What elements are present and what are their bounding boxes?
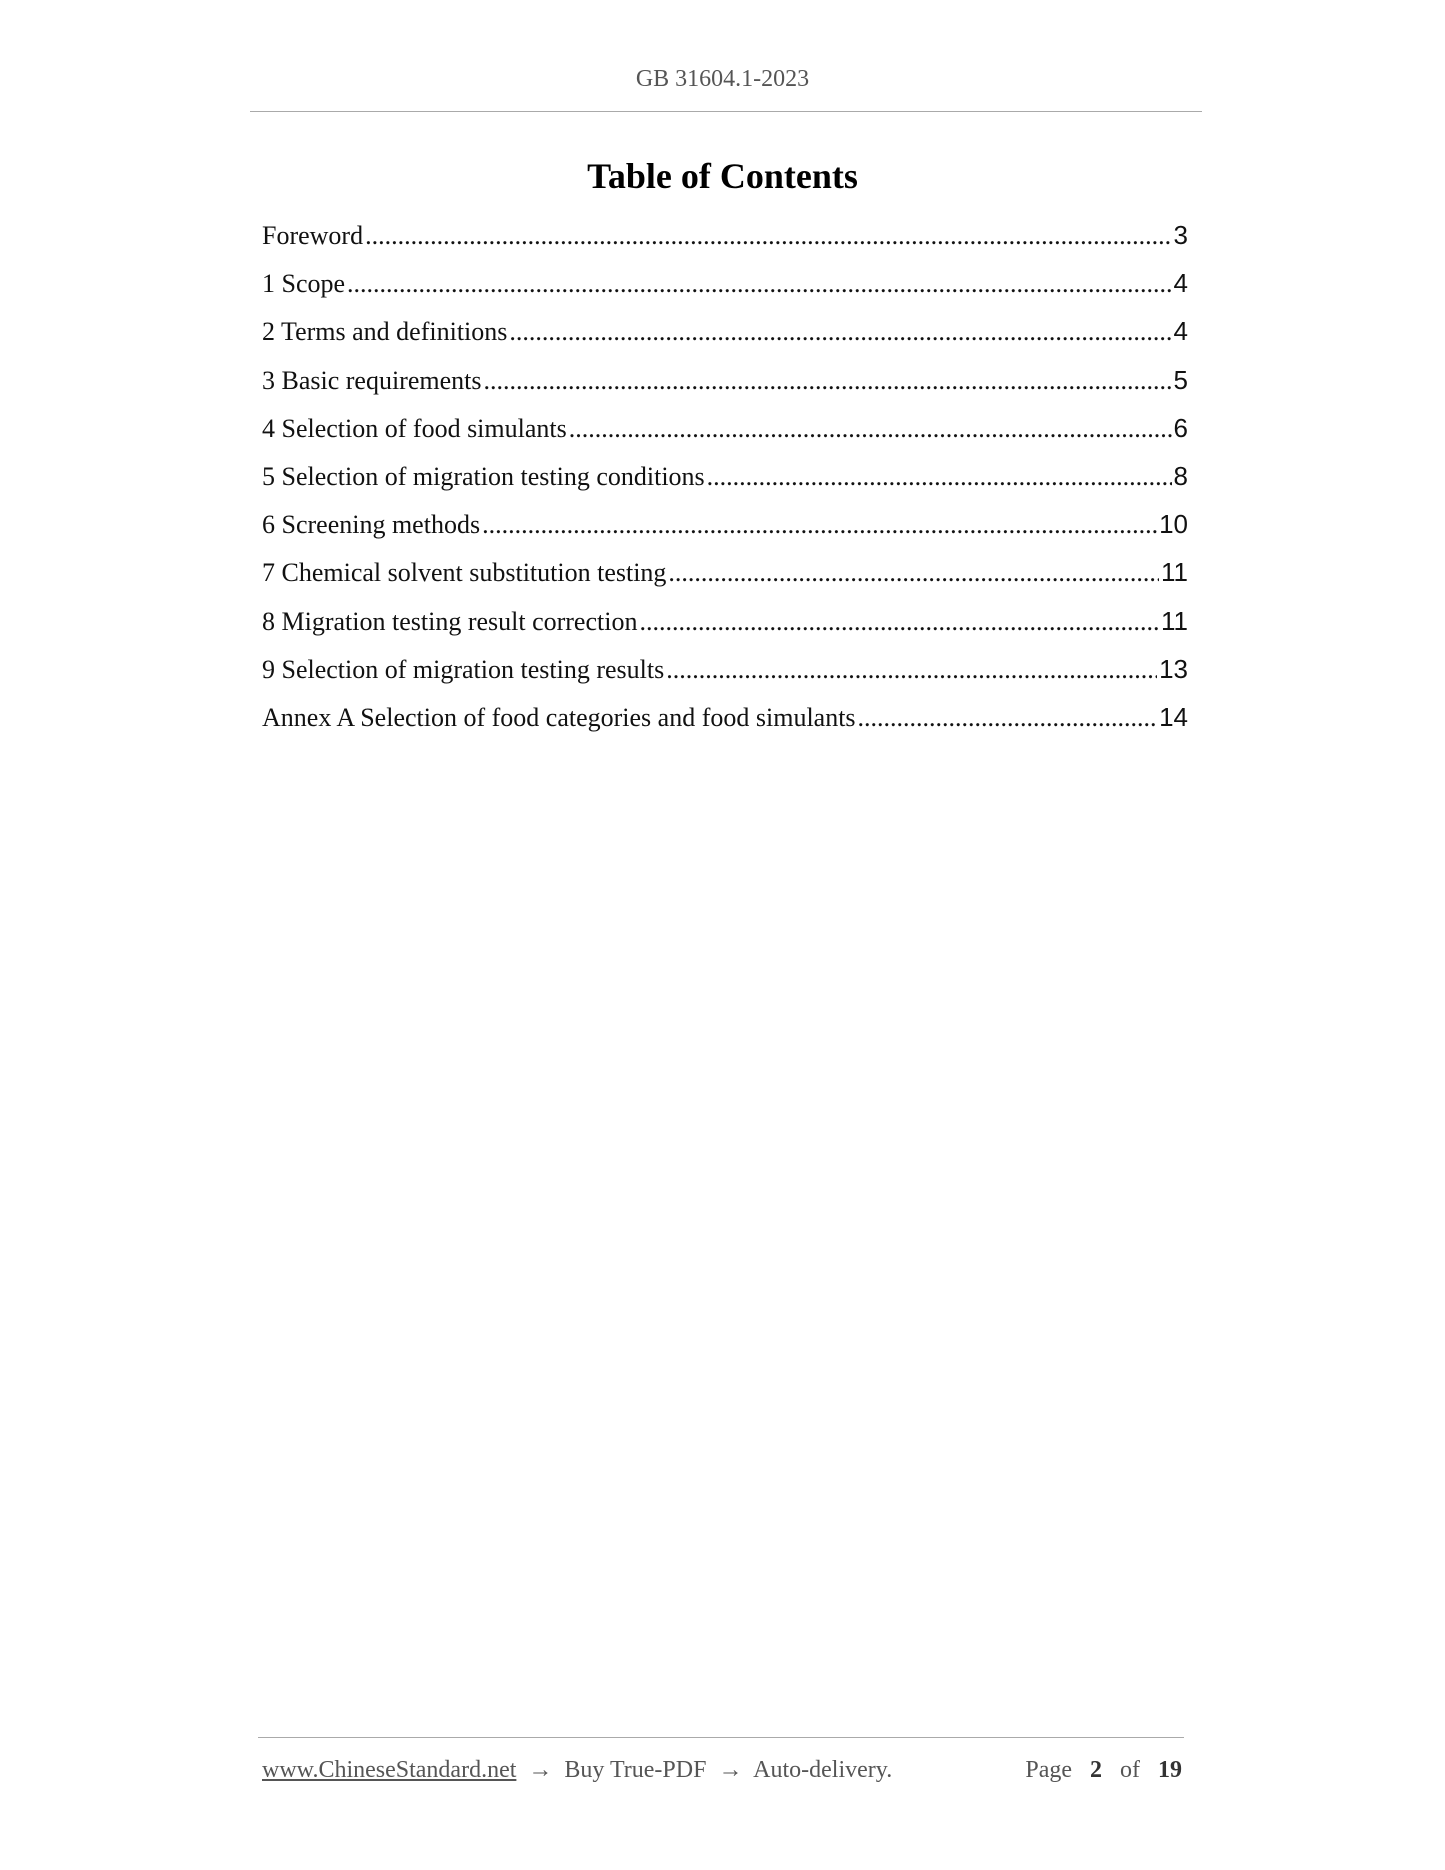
toc-page-number: 5: [1173, 364, 1188, 395]
toc-dot-leader: [569, 414, 1172, 444]
toc-page-number: 10: [1159, 509, 1188, 540]
toc-dot-leader: [707, 462, 1172, 492]
toc-entry-title: 1 Scope: [262, 269, 346, 299]
toc-page-number: 13: [1159, 653, 1188, 684]
website-link[interactable]: www.ChineseStandard.net: [262, 1757, 517, 1783]
toc-dot-leader: [347, 269, 1171, 299]
toc-dot-leader: [666, 655, 1157, 685]
toc-entry-screening-methods[interactable]: [262, 509, 1188, 557]
toc-dot-leader: [484, 366, 1172, 396]
toc-entry-foreword[interactable]: [262, 220, 1188, 268]
toc-page-number: 11: [1161, 605, 1188, 636]
toc-list: [262, 220, 1188, 750]
toc-entry-basic-requirements[interactable]: [262, 365, 1188, 413]
toc-dot-leader: [365, 221, 1171, 251]
toc-page-number: 14: [1159, 701, 1188, 732]
toc-entry-migration-testing-conditions[interactable]: [262, 461, 1188, 509]
page-label: Page: [1025, 1757, 1072, 1783]
toc-entry-title: Annex A Selection of food categories and food simulants: [262, 702, 856, 732]
toc-entry-selection-of-results[interactable]: [262, 654, 1188, 702]
document-id-header: GB 31604.1-2023: [635, 66, 810, 92]
delivery-text: Auto-delivery.: [753, 1757, 893, 1783]
toc-page-number: 6: [1173, 412, 1188, 443]
toc-page-number: 4: [1173, 268, 1188, 299]
toc-entry-title: 8 Migration testing result correction: [262, 606, 638, 636]
toc-entry-terms-and-definitions[interactable]: [262, 316, 1188, 364]
toc-page-number: 8: [1173, 460, 1188, 491]
toc-entry-title: 5 Selection of migration testing conditions: [262, 461, 705, 491]
toc-entry-scope[interactable]: [262, 268, 1188, 316]
toc-entry-title: Foreword: [262, 221, 364, 250]
toc-entry-annex-a[interactable]: [262, 702, 1188, 750]
toc-entry-food-simulants[interactable]: [262, 413, 1188, 461]
toc-entry-chemical-solvent-substitution[interactable]: [262, 557, 1188, 605]
buy-text: Buy True-PDF: [564, 1757, 707, 1783]
page-footer: [262, 1757, 1182, 1784]
toc-page-number: 4: [1173, 316, 1188, 347]
toc-entry-title: 6 Screening methods: [262, 510, 481, 540]
of-label: of: [1120, 1757, 1140, 1783]
footer-promo: [262, 1757, 892, 1784]
toc-title: Table of Contents: [587, 156, 858, 196]
current-page-number: 2: [1090, 1757, 1102, 1783]
toc-dot-leader: [639, 607, 1159, 637]
toc-entry-title: 2 Terms and definitions: [262, 317, 508, 347]
total-pages-number: 19: [1158, 1757, 1182, 1783]
toc-entry-title: 9 Selection of migration testing results: [262, 654, 665, 684]
toc-entry-title: 4 Selection of food simulants: [262, 413, 567, 443]
page-counter: [1025, 1757, 1182, 1784]
toc-page-number: 11: [1161, 557, 1188, 588]
arrow-right-icon: →: [528, 1757, 553, 1783]
toc-page-number: 3: [1173, 220, 1188, 250]
toc-dot-leader: [668, 558, 1159, 588]
toc-entry-title: 3 Basic requirements: [262, 365, 482, 395]
toc-entry-title: 7 Chemical solvent substitution testing: [262, 558, 667, 588]
header-divider: [250, 111, 1202, 112]
footer-divider: [258, 1737, 1184, 1738]
arrow-right-icon: →: [718, 1757, 743, 1783]
toc-entry-result-correction[interactable]: [262, 606, 1188, 654]
toc-dot-leader: [858, 703, 1158, 733]
toc-dot-leader: [509, 317, 1171, 347]
toc-dot-leader: [482, 510, 1157, 540]
